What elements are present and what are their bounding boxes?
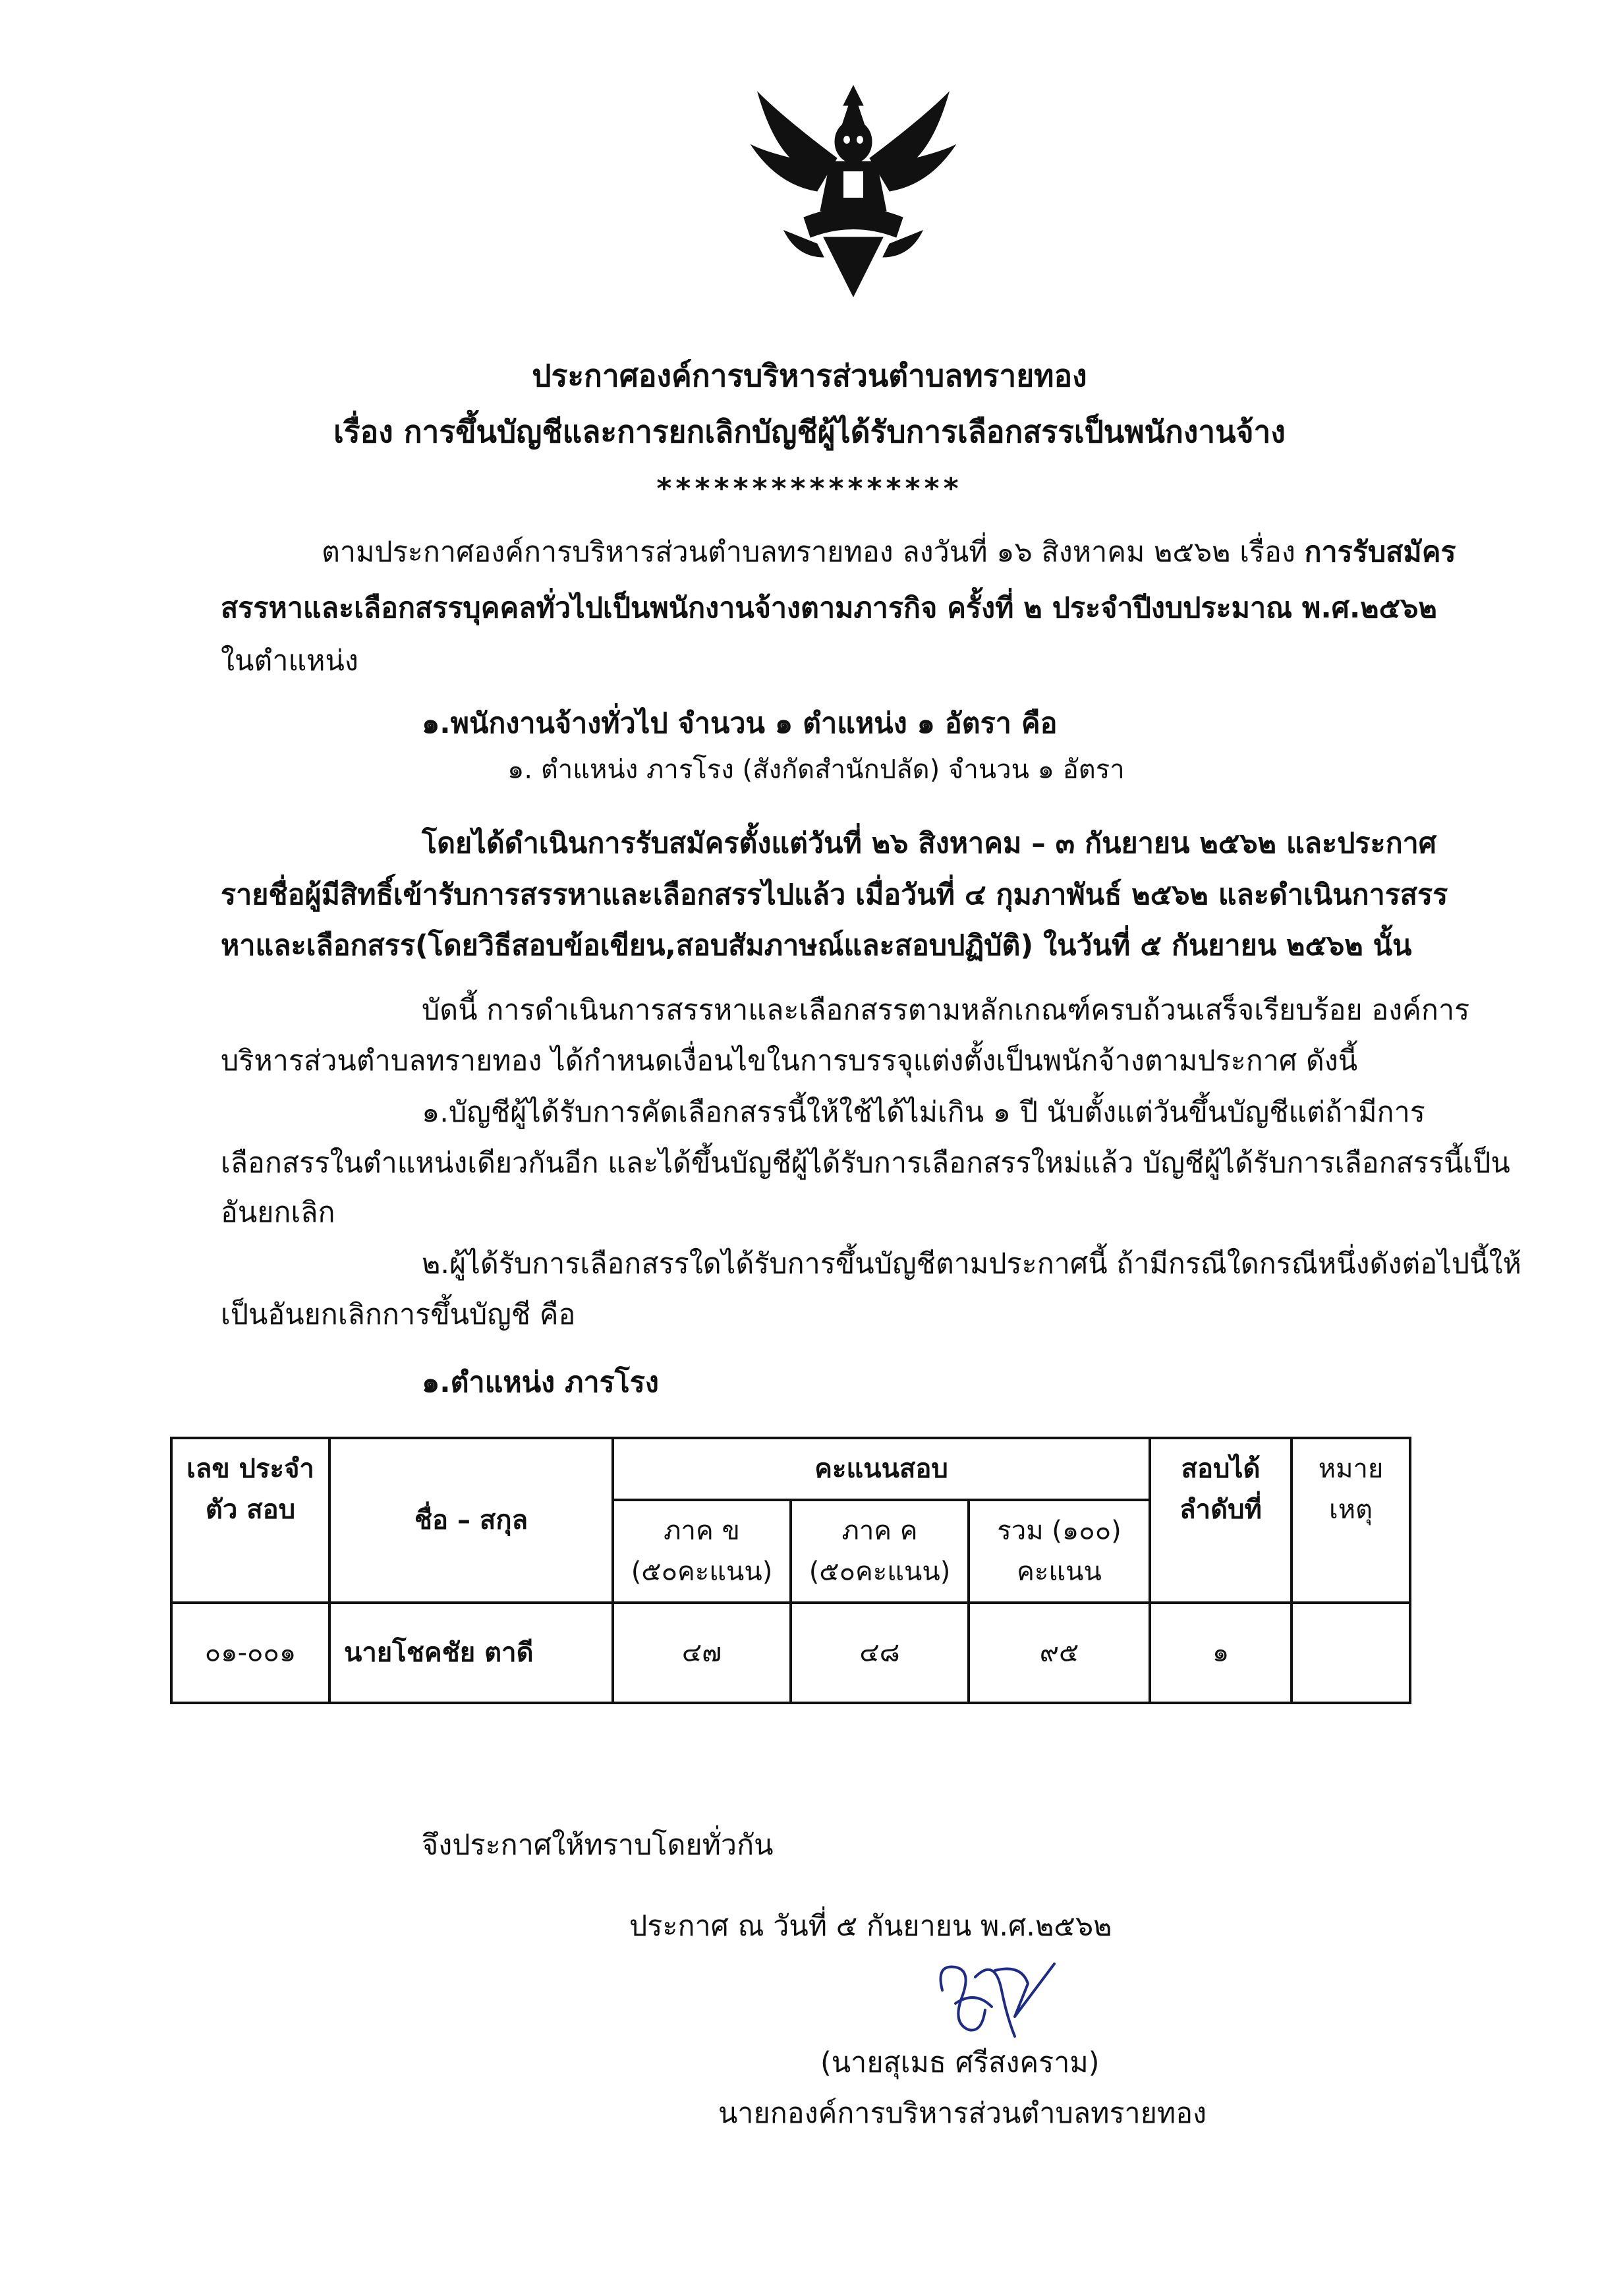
para2-line1: โดยได้ดำเนินการรับสมัครตั้งแต่วันที่ ๒๖ สิงหาคม – ๓ กันยายน ๒๕๖๒ และประกาศ bbox=[422, 827, 1437, 860]
header-part-b: ภาค ข (๕๐คะแนน) bbox=[613, 1500, 791, 1603]
para2-line3: หาและเลือกสรร(โดยวิธีสอบข้อเขียน,สอบสัมภาษณ์และสอบปฏิบัติ) ในวันที่ ๕ กันยายน ๒๕๖๒ นั้น bbox=[221, 929, 1412, 962]
cell-total: ๙๕ bbox=[969, 1603, 1150, 1703]
para1-line1-normal: ตามประกาศองค์การบริหารส่วนตำบลทรายทอง ลงวันที่ ๑๖ สิงหาคม ๒๕๖๒ เรื่อง bbox=[322, 536, 1305, 569]
cell-note bbox=[1292, 1603, 1410, 1703]
announcement-date: ประกาศ ณ วันที่ ๕ กันยายน พ.ศ.๒๕๖๒ bbox=[629, 1910, 1112, 1943]
position-item: ๑. ตำแหน่ง ภารโรง (สังกัดสำนักปลัด) จำนวน ๑ อัตรา bbox=[507, 755, 1125, 785]
cell-name: นายโชคชัย ตาดี bbox=[329, 1603, 613, 1703]
condition1-line3: อันยกเลิก bbox=[221, 1196, 335, 1229]
para1-line1 bbox=[322, 532, 1456, 572]
para1-line1-bold: การรับสมัคร bbox=[1304, 536, 1456, 569]
condition2-line2: เป็นอันยกเลิกการขึ้นบัญชี คือ bbox=[221, 1298, 576, 1331]
para3-line1: บัดนี้ การดำเนินการสรรหาและเลือกสรรตามหลักเกณฑ์ครบถ้วนเสร็จเรียบร้อย องค์การ bbox=[422, 994, 1470, 1027]
separator-stars: **************** bbox=[656, 472, 963, 505]
announcement-subject: เรื่อง การขึ้นบัญชีและการยกเลิกบัญชีผู้ได้รับการเลือกสรรเป็นพนักงานจ้าง bbox=[333, 414, 1286, 449]
table-row bbox=[171, 1603, 1410, 1703]
condition2-line1: ๒.ผู้ได้รับการเลือกสรรใดได้รับการขึ้นบัญชีตามประกาศนี้ ถ้ามีกรณีใดกรณีหนึ่งดังต่อไปนี้ให้ bbox=[422, 1248, 1521, 1280]
header-note: หมาย เหตุ bbox=[1292, 1438, 1410, 1603]
header-scores: คะแนนสอบ bbox=[613, 1438, 1150, 1500]
table-title: ๑.ตำแหน่ง ภารโรง bbox=[422, 1366, 659, 1399]
header-name: ชื่อ – สกุล bbox=[329, 1438, 613, 1603]
condition1-line2: เลือกสรรในตำแหน่งเดียวกันอีก และได้ขึ้นบัญชีผู้ได้รับการเลือกสรรใหม่แล้ว บัญชีผู้ได้รับการเลือกสรรนี้เป็น bbox=[221, 1147, 1510, 1180]
condition1-line1: ๑.บัญชีผู้ได้รับการคัดเลือกสรรนี้ให้ใช้ได้ไม่เกิน ๑ ปี นับตั้งแต่วันขึ้นบัญชีแต่ถ้ามีการ bbox=[422, 1096, 1425, 1129]
signer-name: (นายสุเมธ ศรีสงคราม) bbox=[820, 2046, 1100, 2079]
position-group: ๑.พนักงานจ้างทั่วไป จำนวน ๑ ตำแหน่ง ๑ อัตรา คือ bbox=[422, 707, 1058, 740]
cell-rank: ๑ bbox=[1150, 1603, 1292, 1703]
header-exam-id: เลข ประจำตัว สอบ bbox=[171, 1438, 329, 1603]
cell-exam-id: ๐๑-๐๐๑ bbox=[171, 1603, 329, 1703]
header-rank: สอบได้ ลำดับที่ bbox=[1150, 1438, 1292, 1603]
announcement-title: ประกาศองค์การบริหารส่วนตำบลทรายทอง bbox=[532, 358, 1087, 393]
header-part-c: ภาค ค (๕๐คะแนน) bbox=[791, 1500, 969, 1603]
header-total: รวม (๑๐๐) คะแนน bbox=[969, 1500, 1150, 1603]
cell-part-b: ๔๗ bbox=[613, 1603, 791, 1703]
cell-part-c: ๔๘ bbox=[791, 1603, 969, 1703]
garuda-emblem bbox=[745, 79, 962, 303]
para1-line2: สรรหาและเลือกสรรบุคคลทั่วไปเป็นพนักงานจ้างตามภารกิจ ครั้งที่ ๒ ประจำปีงบประมาณ พ.ศ.๒๕๖๒ bbox=[221, 592, 1437, 625]
signer-title: นายกองค์การบริหารส่วนตำบลทรายทอง bbox=[718, 2097, 1207, 2130]
results-table bbox=[170, 1437, 1411, 1704]
para2-line2: รายชื่อผู้มีสิทธิ์เข้ารับการสรรหาและเลือกสรรไปแล้ว เมื่อวันที่ ๔ กุมภาพันธ์ ๒๕๖๒ และดำเนินการสรร bbox=[221, 878, 1448, 911]
closing-statement: จึงประกาศให้ทราบโดยทั่วกัน bbox=[422, 1829, 774, 1862]
para1-line3: ในตำแหน่ง bbox=[221, 645, 358, 677]
signature bbox=[916, 1951, 1074, 2050]
para3-line2: บริหารส่วนตำบลทรายทอง ได้กำหนดเงื่อนไขในการบรรจุแต่งตั้งเป็นพนักจ้างตามประกาศ ดังนี้ bbox=[221, 1045, 1358, 1077]
